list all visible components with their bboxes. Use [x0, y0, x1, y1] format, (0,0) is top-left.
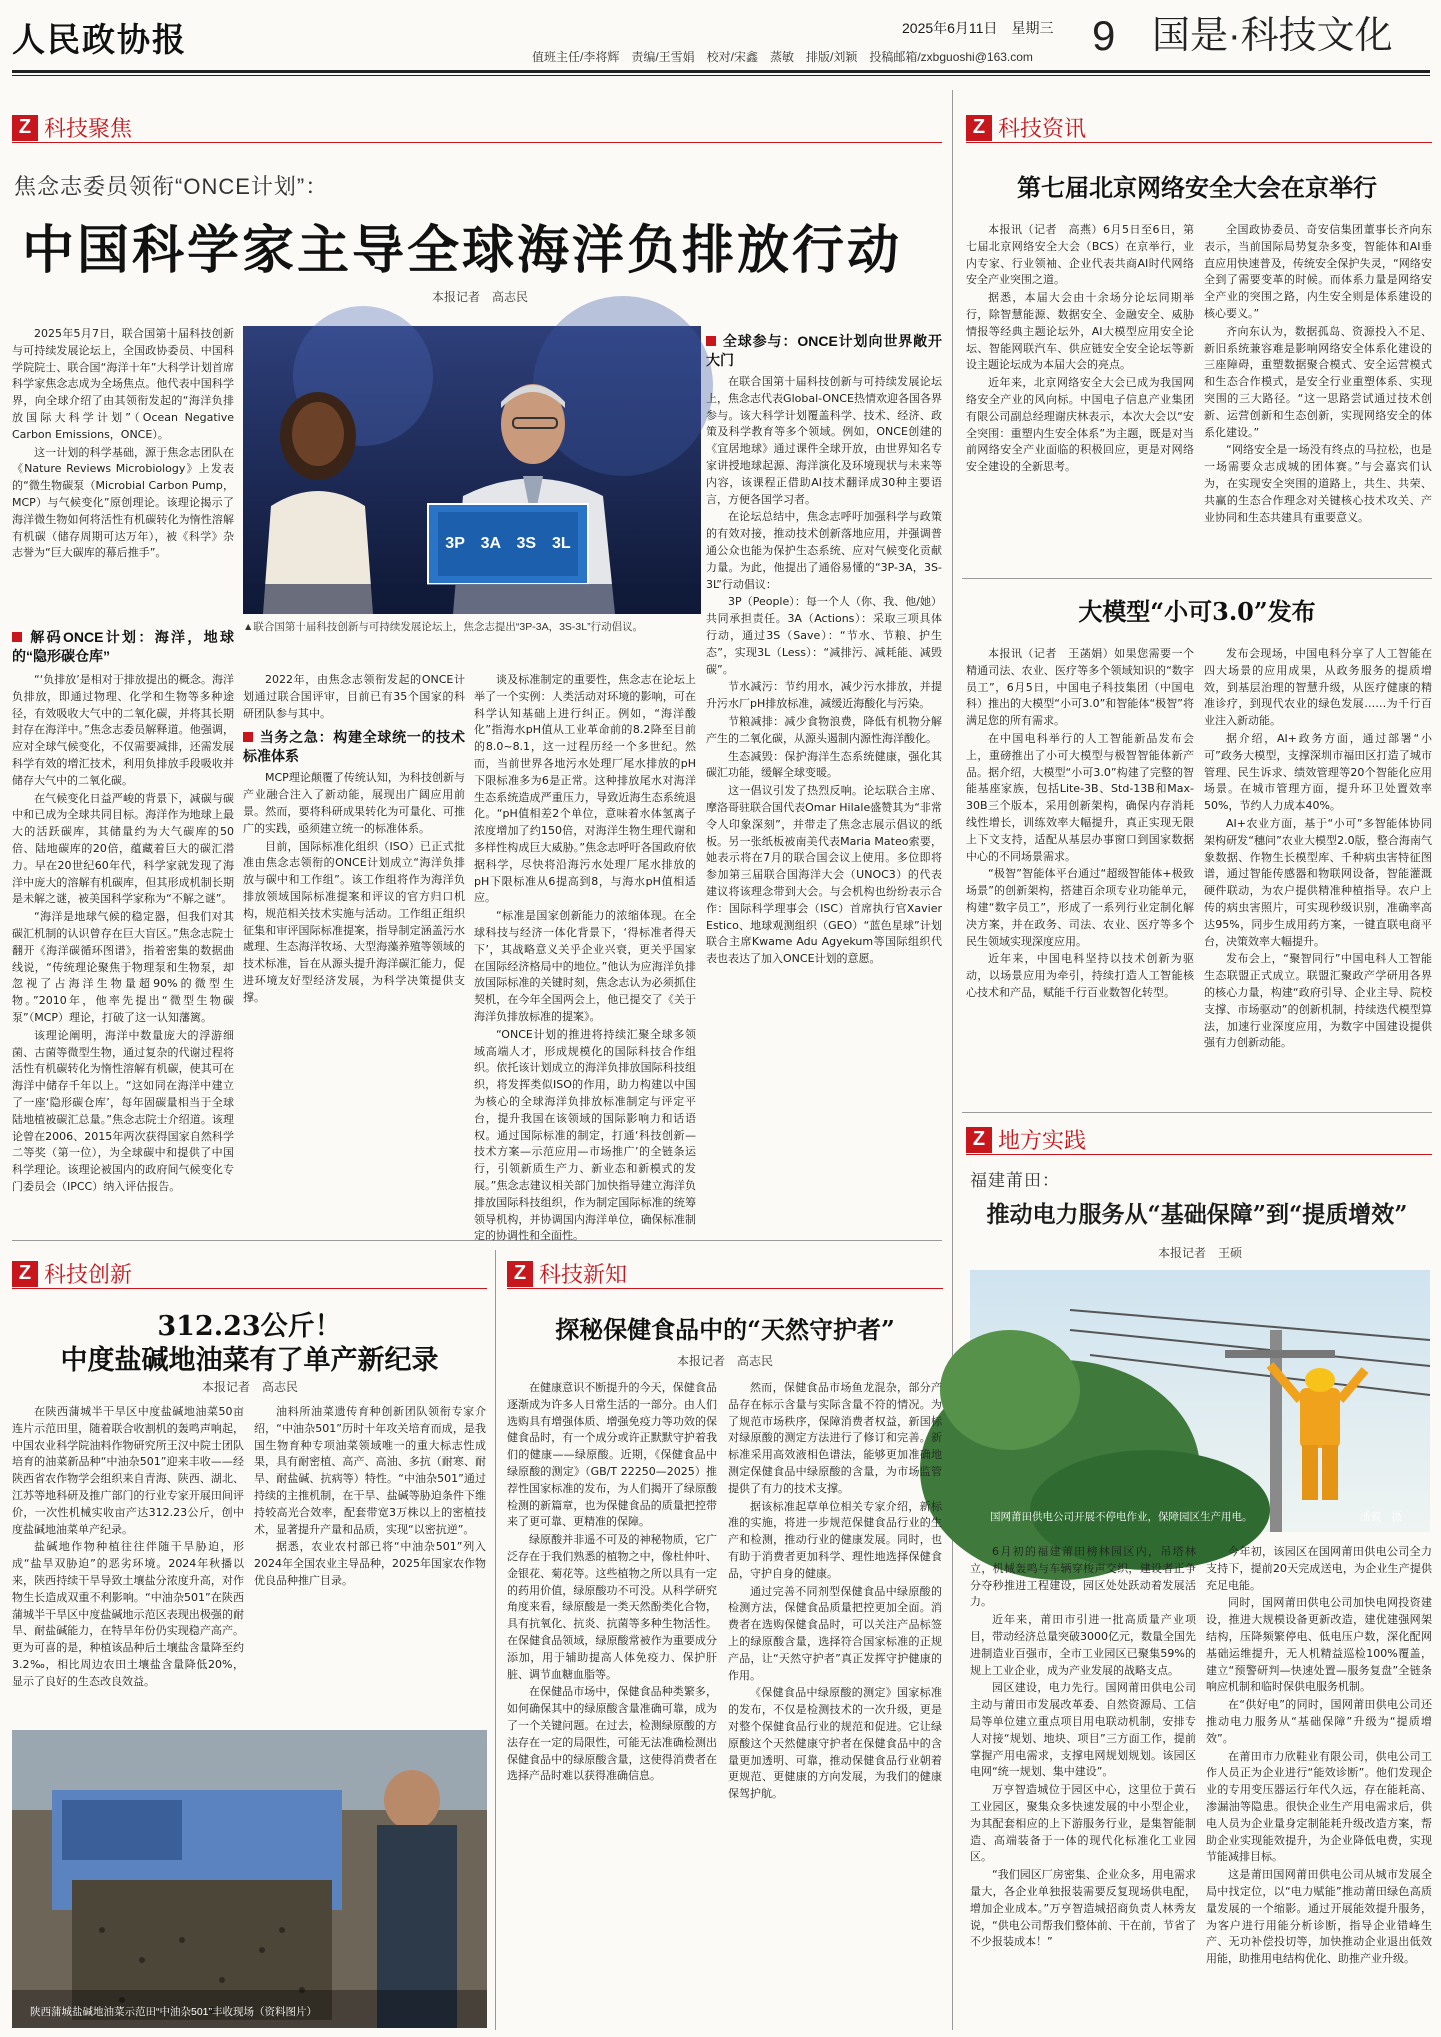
section-underline	[12, 142, 942, 143]
section-z-icon: Z	[12, 1261, 38, 1287]
rice-col-1: 在陕西蒲城半干旱区中度盐碱地油菜50亩连片示范田里，随着联合收割机的轰鸣声响起，中国农业科学院油料作物研究所王汉中院士团队培育的油菜新品种“中油杂501”迎来丰收——经陕西省农作物学会组织来自青海、陕西、湖北、江苏等地科研及推广部门的行业专家开展田间评价，一次性机械实收亩产达312.23公斤，创中度盐碱地油菜单产纪录。 盐碱地作物种植往往伴随干旱胁迫，形成“盐旱双胁迫”的恶劣环境。2024年秋播以来，陕西持续干旱导致土壤盐分浓度升高，对作物生长造成双重不利影响。“中油杂501”在陕西蒲城半干旱区中度盐碱地示范区表现出极强的耐旱、耐盐碱能力，在特旱年份仍实现稳产高产。更为可喜的是，种植该品种后土壤盐含量降至约3.2‰，相比周边农田土壤盐含量降低20%，显示了良好的生态改良效益。	[12, 1405, 244, 1688]
main-story-col-2: “‘负排放’是相对于排放提出的概念。海洋负排放，即通过物理、化学和生物等多种途径，有效吸收大气中的二氧化碳，并将其长期封存在海洋中。”焦念志委员解释道。他强调，应对全球气候变化，不仅需要减排，还需发展科学有效的增汇技术，利用负排放手段吸收并储存大气中的二氧化碳。 在气候变化日益严峻的背景下，减碳与碳中和已成为全球共同目标。海洋作为地球上最大的活跃碳库，其储量约为大气碳库的50倍、陆地碳库的20倍，蕴藏着巨大的碳汇潜力。早在20世纪60年代，科学家就发现了海洋中庞大的溶解有机碳库，但其形成机制长期是未解之谜，被美国科学家称为“不解之谜”。 “海洋是地球气候的稳定器，但我们对其碳汇机制的认识曾存在巨大盲区。”焦念志院士翻开《海洋碳循环图谱》，指着密集的数据曲线说，“传统理论聚焦于物理泵和生物泵，却忽视了占海洋生物量超90%的微型生物。”2010年，他率先提出“微型生物碳泵”（MCP）理论，打破了这一认知藩篱。 该理论阐明，海洋中数量庞大的浮游细菌、古菌等微型生物，通过复杂的代谢过程将活性有机碳转化为惰性溶解有机碳，使其可在海洋中储存千年以上。“这如同在海洋中建立了一座‘隐形碳仓库’，每年固碳量相当于全球陆地植被碳汇总量。”焦念志院士介绍道。该理论曾在2006、2015年两次获得国家自然科学二等奖（第一位），为全球碳中和提供了中国科学理论。该理论被国内的政府间气候变化专门委员会（IPCC）纳入评估报告。	[12, 673, 234, 1193]
section-divider	[962, 1112, 1432, 1113]
ai-headline: 大模型“小可3.0”发布	[1078, 597, 1316, 626]
masthead	[12, 14, 1430, 66]
column-divider	[952, 90, 953, 2030]
putian-headline: 推动电力服务从“基础保障”到“提质增效”	[986, 1201, 1408, 1228]
main-headline: 中国科学家主导全球海洋负排放行动	[22, 221, 903, 281]
section-underline	[966, 142, 1432, 143]
section-z-icon: Z	[966, 1127, 992, 1153]
putian-photo-credit: 潘毅 摄	[1360, 1511, 1402, 1523]
editor-credits: 值班主任/李将辉 责编/王雪娟 校对/宋鑫 蒸敏 排版/刘颖 投稿邮箱/zxbguoshi@163.com	[532, 50, 1033, 64]
putian-photo-caption: 国网莆田供电公司开展不停电作业，保障园区生产用电。	[990, 1511, 1253, 1523]
main-byline: 本报记者 高志民	[431, 290, 528, 304]
health-byline: 本报记者 高志民	[676, 1354, 773, 1368]
section-z-icon: Z	[966, 115, 992, 141]
masthead-rule	[12, 70, 1430, 73]
column-divider	[495, 1250, 496, 2030]
ai-col-1: 本报讯（记者 王菡娟）如果您需要一个精通司法、农业、医疗等多个领域知识的“数字员工”，6月5日，中国电子科技集团（中国电科）推出的大模型“小可3.0”和智能体“极智”将满足您的所有需求。 在中国电科举行的人工智能新品发布会上，重磅推出了小可大模型与极智智能体新产品。据介绍，大模型“小可3.0”构建了完整的智能基座家族，包括Lite-3B、Std-13B和Max-30B三个版本，采用创新架构，确保内存消耗线性增长，训练效率大幅提升，真正实现无限上下文支持，适配从基层办事窗口到国家数据中心的不同场景需求。 “极智”智能体平台通过“超级智能体+极致场景”的创新架构，搭建百余项专业功能单元，构建“数字员工”，形成了一系列行业定制化解决方案，并在政务、司法、农业、医疗等多个民生领域实现深度应用。 近年来，中国电科坚持以技术创新为驱动，以场景应用为牵引，持续打造人工智能核心技术和产品，赋能千行百业数智化转型。	[966, 647, 1194, 999]
section-underline	[966, 1154, 1432, 1155]
rice-headline-2: 中度盐碱地油菜有了单产新纪录	[60, 1345, 439, 1376]
beijing-col-2: 全国政协委员、奇安信集团董事长齐向东表示，当前国际局势复杂多变，智能体和AI垂直应用快速普及，传统安全保护失灵，“网络安全到了需要变革的时候。而体系力量是网络安全产业的突围之路，内生安全则是体系建设的核心要义。” 齐向东认为，数据孤岛、资源投入不足、新旧系统兼容难是影响网络安全体系化建设的三座障碍，重塑数据聚合模式、安全运营模式和生态合作模式，是安全行业重塑体系、实现突围的三大路径。“这一思路尝试通过技术创新、运营创新和生态创新，实现网络安全的体系化建设。” “网络安全是一场没有终点的马拉松，也是一场需要众志成城的团体赛。”与会嘉宾们认为，在实现安全突围的道路上，共生、共荣、共赢的生态合作理念对关键核心技术攻关、产业协同和生态共建具有重要意义。	[1204, 223, 1432, 524]
section-label-keji-jujiao: Z 科技聚焦	[12, 112, 132, 143]
main-story-col-5: 全球参与：ONCE计划向世界敞开大门 在联合国第十届科技创新与可持续发展论坛上，焦念志代表Global-ONCE热情欢迎各国各界参与。该大科学计划覆盖科学、技术、经济、政策及科学教育等多个领域。例如，ONCE创建的《宜居地球》通过课件全球开放，由世界知名专家讲授地球起源、海洋演化及环境现状与未来等内容，该课程正借助AI技术翻译成30种主要语言，方便各国学习者。 在论坛总结中，焦念志呼吁加强科学与政策的有效对接，推动技术创新落地应用，并强调普通公众也能为保护生态系统、应对气候变化贡献力量。为此，他提出了通俗易懂的“3P-3A，3S-3L”行动倡议： 3P（People）：每一个人（你、我、他/她）共同承担责任。3A（Actions）：采取三项具体行动，通过3S（Save）：“节水、节粮、护生态”，实现3L（Less）：“减排污、减耗能、减毁碳”。 节水减污：节约用水，减少污水排放，并提升污水厂pH排放标准，减缓近海酸化与污染。 节粮减排：减少食物浪费，降低有机物分解产生的二氧化碳，从源头遏制内源性海洋酸化。 生态减毁：保护海洋生态系统健康，强化其碳汇功能，缓解全球变暖。 这一倡议引发了热烈反响。论坛联合主席、摩洛哥驻联合国代表Omar Hilale盛赞其为“非常令人印象深刻”，并带走了焦念志展示倡议的纸板。另一张纸板被南美代表Maria Mateo索要，她表示将在7月的联合国会议上使用。多位即将参加第三届联合国海洋大会（UNOC3）的代表建议将该理念带到大会。与会机构也纷纷表示合作：国际科学理事会（ISC）首席执行官Xavier Estico、地球观测组织（GEO）“蓝色星球”计划联合主席Kwame Adu Agyekum等国际组织代表也表达了加入ONCE计划的意愿。	[706, 333, 942, 966]
rice-col-2: 油料所油菜遗传育种创新团队领衔专家介绍，“中油杂501”历时十年攻关培育而成，是我国生物育种专项油菜领域唯一的重大标志性成果，具有耐密植、高产、高油、多抗（耐寒、耐旱、耐盐碱、抗病等）特性。“中油杂501”通过持续的主推机制，在干旱、盐碱等胁迫条件下维持较高光合效率，配套带宽3万株以上的密植技术，显著提升产量和品质，实现“以密抗逆”。 据悉，农业农村部已将“中油杂501”列入2024年全国农业主导品种，2025年国家农作物优良品种推广目录。	[254, 1405, 486, 1587]
beijing-col-1: 本报讯（记者 高燕）6月5日至6日，第七届北京网络安全大会（BCS）在京举行，业内专家、行业领袖、企业代表共商AI时代网络安全产业突围之道。 据悉，本届大会由十余场分论坛同期举行，除智慧能源、数据安全、金融安全、威胁情报等经典主题论坛外，AI大模型应用安全论坛、智能网联汽车、供应链安全安全论坛等新设主题论坛成为本届大会的亮点。 近年来，北京网络安全大会已成为我国网络安全产业的风向标。中国电子信息产业集团有限公司副总经理谢庆林表示，本次大会以“安全突围：重塑内生安全体系”为主题，既是对当前网络安全产业面临的积极回应，更是对网络安全建设的全新思考。	[966, 223, 1194, 474]
newspaper-logo: 人民政协报	[12, 20, 187, 59]
section-z-icon: Z	[12, 115, 38, 141]
section-label-keji-xinzhi: Z 科技新知	[507, 1258, 627, 1289]
putian-kicker: 福建莆田：	[970, 1171, 1060, 1190]
putian-col-2: 今年初，该园区在国网莆田供电公司全力支持下，提前20天完成送电，为企业生产提供充足电能。 同时，国网莆田供电公司加快电网投资建设，推进大规模设备更新改造，建优建强网架结构，压降频繁停电、低电压户数，深化配网基础运维提升，无人机精益巡检100%覆盖，建立“预警研判—快速处置—服务复盘”全链条响应机制和临时保供电服务机制。 在“供好电”的同时，国网莆田供电公司还推动电力服务从“基础保障”升级为“提质增效”。 在莆田市力欣鞋业有限公司，供电公司工作人员正为企业进行“能效诊断”。他们发现企业的专用变压器运行年代久远，存在能耗高、渗漏油等隐患。很快企业生产用电需求后，供电人员为企业量身定制能耗升级改造方案，帮助企业实现能效提升，为企业降低电费，实现节能减排目标。 这是莆田国网莆田供电公司从城市发展全局中找定位，以“电力赋能”推动莆田绿色高质量发展的一个缩影。通过开展能效提升服务，为客户进行用能分析诊断，指导企业错峰生产、无功补偿投切等，加快推动企业退出低效用能，助推用电结构优化、助推产业升级。	[1206, 1545, 1432, 1966]
rice-headline-1: 312.23公斤！	[157, 1311, 342, 1342]
main-story-col-1: 2025年5月7日，联合国第十届科技创新与可持续发展论坛上，全国政协委员、中国科学院院士、联合国“海洋十年”大科学计划首席科学家焦念志成为全场焦点。他代表中国科学界，向全球介绍了由其领衔发起的“海洋负排放国际大科学计划”（Ocean Negative Carbon Emissions，ONCE）。 这一计划的科学基础，源于焦念志团队在《Nature Reviews Microbiology》上发表的“微生物碳泵（Microbial Carbon Pump，MCP）与气候变化”原创理论。该理论揭示了海洋微生物如何将活性有机碳转化为惰性溶解有机碳（储存周期可达万年），被《科学》杂志誉为“巨大碳库的幕后推手”。	[12, 327, 234, 560]
section-label-keji-zixun: Z 科技资讯	[966, 112, 1086, 143]
masthead-rule-thin	[12, 75, 1430, 76]
section-label-keji-chuangxin: Z 科技创新	[12, 1258, 132, 1289]
section-label-difang-shijian: Z 地方实践	[966, 1124, 1086, 1155]
health-col-2: 然而，保健食品市场鱼龙混杂，部分产品存在标示含量与实际含量不符的情况。为了规范市场秩序，保障消费者权益，新国标对绿原酸的测定方法进行了修订和完善。新标准采用高效液相色谱法，能够更加准确地测定保健食品中绿原酸的含量，为市场监管提供了有力的技术支撑。 据该标准起草单位相关专家介绍，新标准的实施，将进一步规范保健食品行业的生产和检测，推动行业的健康发展。同时，也有助于消费者更加科学、理性地选择保健食品，守护自身的健康。 通过完善不同剂型保健食品中绿原酸的检测方法，保健食品质量把控更加全面。消费者在选购保健食品时，可以关注产品标签上的绿原酸含量，选择符合国家标准的正规产品，让“天然守护者”真正发挥守护健康的作用。 《保健食品中绿原酸的测定》国家标准的发布，不仅是检测技术的一次升级，更是对整个保健食品行业的规范和促进。它让绿原酸这个天然健康守护者在保健食品中的含量更加透明、可靠，推动保健食品行业朝着更规范、更健康的方向发展，为我们的健康保驾护航。	[728, 1381, 942, 1801]
page-title: 国是·科技文化	[1152, 15, 1393, 57]
rice-photo-illustration	[12, 1730, 487, 2028]
main-sub-1: 解码ONCE计划：海洋，地球的“隐形碳仓库”	[12, 629, 234, 664]
health-col-1: 在健康意识不断提升的今天，保健食品逐渐成为许多人日常生活的一部分。由人们选购具有增强体质、增强免疫力等功效的保健食品时，有一个成分或许正默默守护着我们的健康——绿原酸。近期，《保健食品中绿原酸的测定》（GB/T 22250—2025）推荐性国家标准的发布，为人们揭开了绿原酸检测的新篇章，也为保健食品的质量把控带来了更可靠、更精准的保障。 绿原酸并非遥不可及的神秘物质，它广泛存在于我们熟悉的植物之中，像杜仲叶、金银花、菊花等。这些植物之所以具有一定的药用价值，绿原酸功不可没。从科学研究角度来看，绿原酸是一类天然酚类化合物，具有抗氧化、抗炎、抗菌等多种生物活性。在保健食品领域，绿原酸常被作为重要成分添加，用于辅助提高人体免疫力、保护肝脏、调节血糖血脂等。 在保健品市场中，保健食品种类繁多，如何确保其中的绿原酸含量准确可靠，成为了一个关键问题。在过去，检测绿原酸的方法存在一定的局限性，可能无法准确检测出保健食品中的绿原酸含量，这使得消费者在选择产品时难以获得准确信息。	[507, 1381, 717, 1783]
section-underline	[12, 1288, 487, 1289]
rice-byline: 本报记者 高志民	[201, 1380, 298, 1394]
ai-col-2: 发布会现场，中国电科分享了人工智能在四大场景的应用成果，从政务服务的提质增效，到基层治理的智慧升级，从医疗健康的精准诊疗，到现代农业的绿色发展……为千行百业注入新动能。 据介绍，AI+政务方面，通过部署“小可”政务大模型，支撑深圳市福田区打造了城市管理、民生诉求、绩效管理等20个智能化应用场景。在城市管理方面，提升环卫处置效率50%，节约人力成本40%。 AI+农业方面，基于“小可”多智能体协同架构研发“穗问”农业大模型2.0版，整合海南气象数据、作物生长模型库、千种病虫害特征图谱，通过智能传感器和物联网设备，智能灌溉硬件联动，为农户提供精准种植指导。农户上传的病虫害照片，可实现秒级识别，准确率高达95%，同步生成用药方案，一键直联电商平台，决策效率大幅提升。 发布会上，“聚智同行”中国电科人工智能生态联盟正式成立。联盟汇聚政产学研用各界的核心力量，构建“政府引导、企业主导、院校支撑、市场驱动”的创新机制，持续迭代模型算法，加速行业深度应用，为数字中国建设提供强有力创新动能。	[1204, 647, 1432, 1050]
putian-byline: 本报记者 王硕	[1157, 1246, 1242, 1260]
main-photo-illustration	[243, 326, 701, 614]
putian-col-1: 6月初的福建莆田榜林园区内，吊塔林立，机械轰鸣与车辆穿梭声交织，建设者正争分夺秒推进工程建设，园区处处跃动着发展活力。 近年来，莆田市引进一批高质量产业项目，带动经济总量突破3000亿元，数量全国先进制造业百强市，全市工业园区已聚集59%的规上工业企业，成为产业发展的战略支点。 园区建设，电力先行。国网莆田供电公司主动与莆田市发展改革委、自然资源局、工信局等单位建立重点项目用电联动机制，安排专人对接“规划、地块、项目”三方面工作，提前掌握产用电需求，支撑电网规划规划。该园区电网“统一规划、集中建设”。 万亨智造城位于园区中心，这里位于黄石工业园区，聚集众多快速发展的中小型企业，为其配套相应的上下游服务行业，是集智能制造、高端装备于一体的现代化标准化工业园区。 “我们园区厂房密集、企业众多，用电需求量大，各企业单独报装需要反复现场供电配，增加企业成本。”万亨智造城招商负责人林秀友说，“供电公司帮我们整体前、干在前，节省了不少报装成本！”	[970, 1545, 1196, 1949]
main-story-col-4: 谈及标准制定的重要性，焦念志在论坛上举了一个实例：人类活动对环境的影响，可在科学认知基础上进行纠正。例如，“海洋酸化”指海水pH值从工业革命前的8.2降至目前的8.0~8.1，这一过程历经一个多世纪。然而，当前世界各地污水处理厂尾水排放的pH下限标准多为6是正常。这种排放尾水对海洋生态系统造成严重压力，导致近海生态系统退化。“pH值相差2个单位，意味着水体氢离子浓度增加了约150倍，对海洋生物生理代谢和多样性构成巨大威胁。”焦念志呼吁各国政府依据科学，尽快将沿海污水处理厂尾水排放的pH下限标准从6提高到8，与海水pH值相适应。 “标准是国家创新能力的浓缩体现。在全球科技与经济一体化背景下，‘得标准者得天下’，其战略意义关乎企业兴衰，更关乎国家在国际经济格局中的地位。”他认为应海洋负排放国际标准的关键时刻，焦念志认为必须抓住契机，在今年全国两会上，他已提交了《关于海洋负排放标准的提案》。 “ONCE计划的推进将持续汇聚全球多领域高端人才，形成规模化的国际科技合作组织。依托该计划成立的海洋负排放国际科技组织，将发挥类似ISO的作用，助力构建以中国为核心的全球海洋负排放标准制定与评定平台，提升我国在该领域的国际影响力和话语权。通过国际标准的制定，打通‘科技创新—技术方案—示范应用—市场推广’的全链条运行，引领新质生产力、新业态和新模式的发展。”焦念志建议相关部门加快指导建立海洋负排放国际科技组织，作为制定国际标准的统筹领导机构，并协调国内海洋单位，确保标准制定的协调性和全面性。	[474, 673, 696, 1243]
section-divider	[962, 578, 1432, 579]
page-number: 9	[1092, 12, 1116, 59]
rice-photo-caption: 陕西蒲城盐碱地油菜示范田“中油杂501”丰收现场（资料图片）	[30, 2006, 318, 2018]
dateline: 2025年6月11日 星期三	[902, 20, 1054, 36]
health-headline: 探秘保健食品中的“天然守护者”	[555, 1315, 895, 1344]
main-photo-caption: ▲联合国第十届科技创新与可持续发展论坛上，焦念志提出“3P-3A，3S-3L”行动倡议。	[243, 621, 644, 633]
main-photo	[243, 326, 701, 614]
main-kicker: 焦念志委员领衔“ONCE计划”：	[14, 174, 329, 199]
beijing-headline: 第七届北京网络安全大会在京举行	[1017, 173, 1377, 202]
putian-photo-illustration	[970, 1270, 1430, 1532]
rice-photo	[12, 1730, 487, 2028]
photo-board-text: 3P 3A 3S 3L	[445, 535, 571, 552]
section-z-icon: Z	[507, 1261, 533, 1287]
section-underline	[507, 1288, 943, 1289]
main-story-col-3: 2022年，由焦念志领衔发起的ONCE计划通过联合国评审，目前已有35个国家的科研团队参与其中。 当务之急：构建全球统一的技术标准体系 MCP理论颠覆了传统认知，为科技创新与产业融合注入了新动能，展现出广阔应用前景。然而，要将科研成果转化为可量化、可推广的实践，亟须建立统一的标准体系。 目前，国际标准化组织（ISO）已正式批准由焦念志领衔的ONCE计划成立“海洋负排放与碳中和工作组”。该工作组将作为海洋负排放领域国际标准提案和评议的官方归口机构，规范相关技术实施与活动。工作组正组织征集和审评国际标准提案，指导制定涵盖污水處理、生态海洋牧场、大型海藻养殖等领域的技术标准，旨在从源头提升海洋碳汇能力，促进环境友好型经济发展，为科学决策提供支撑。	[243, 673, 465, 1004]
putian-photo	[970, 1270, 1430, 1532]
